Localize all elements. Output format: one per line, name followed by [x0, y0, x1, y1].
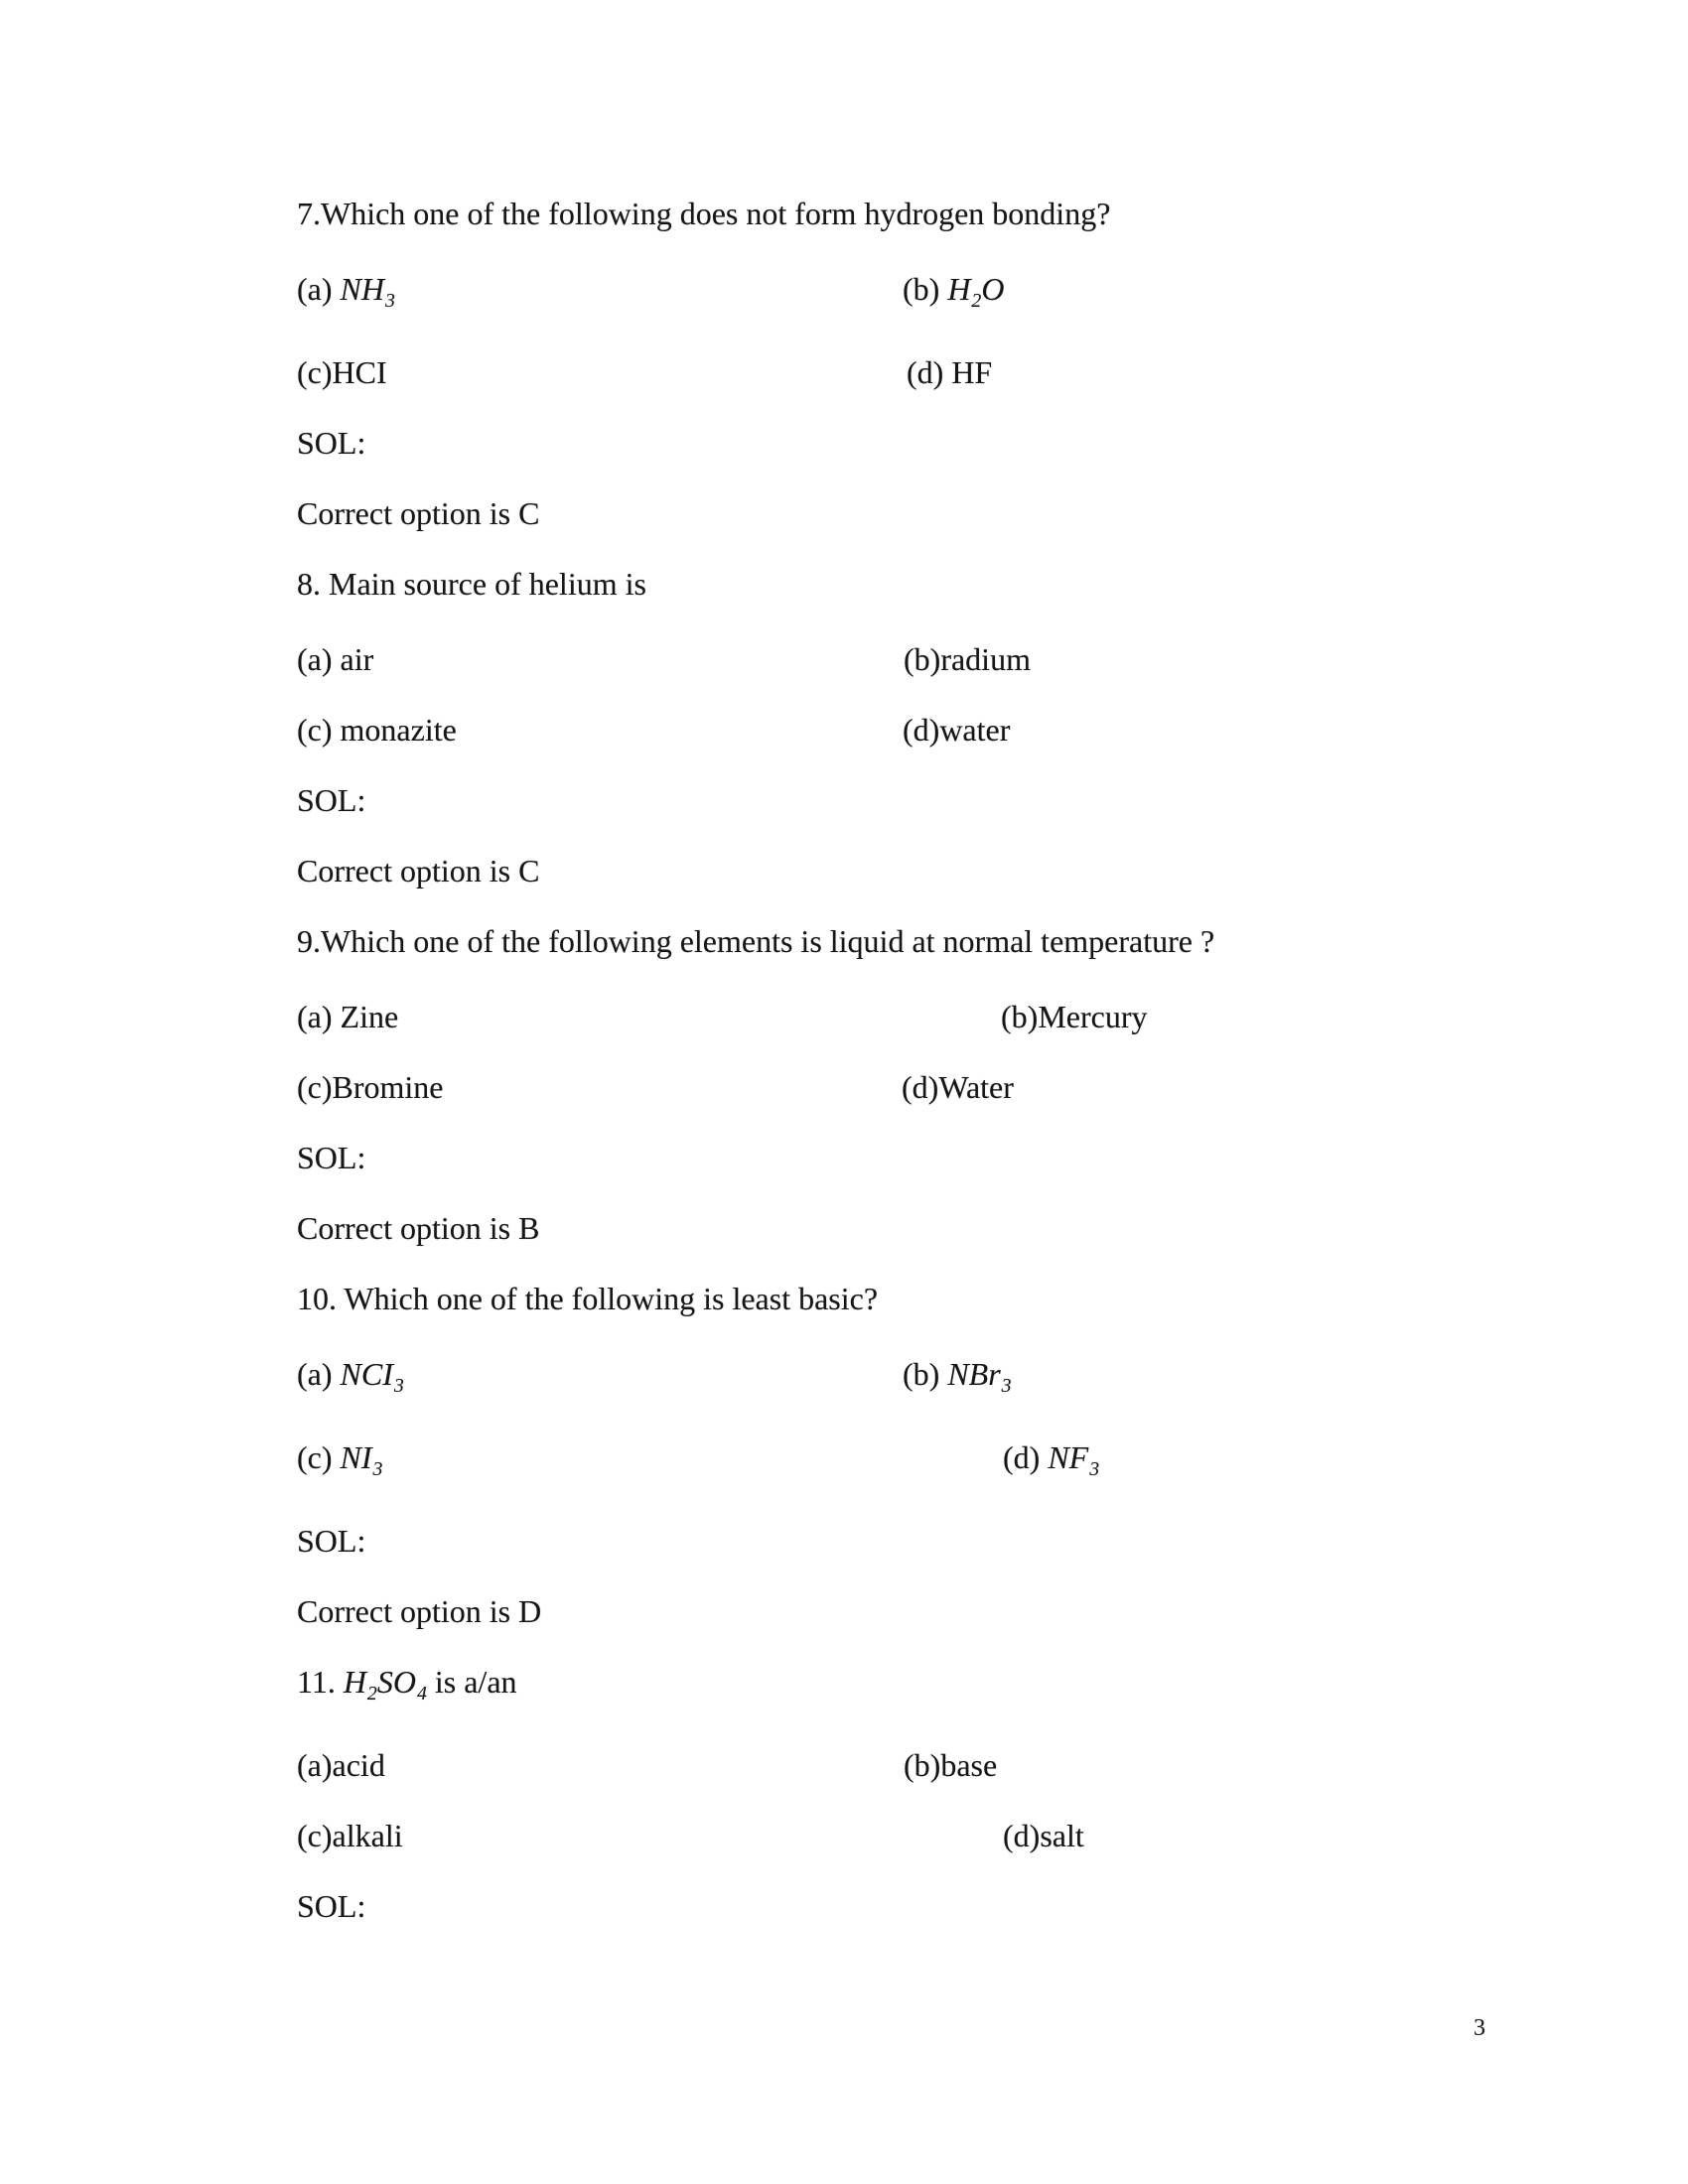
formula-subscript: 2	[971, 289, 982, 312]
option-d	[1003, 1817, 1084, 1854]
text-segment: (b)radium	[904, 641, 1031, 677]
question-11	[297, 1663, 1569, 1925]
formula-text: NI	[340, 1439, 372, 1475]
option-row	[297, 270, 1569, 312]
option-b	[903, 270, 1004, 313]
question-10	[297, 1280, 1569, 1630]
option-row	[297, 1817, 1569, 1854]
text-segment: (a) air	[297, 641, 374, 677]
formula-text: SO	[376, 1664, 416, 1700]
page-number: 3	[1474, 2015, 1485, 2041]
option-row	[297, 711, 1569, 749]
option-d	[902, 1068, 1014, 1106]
option-c	[297, 354, 387, 390]
text-segment: (c)HCI	[297, 354, 387, 390]
option-row	[297, 640, 1569, 678]
sol-label: SOL:	[297, 1523, 366, 1559]
text-segment: (d)	[1003, 1439, 1049, 1475]
option-a	[297, 999, 398, 1034]
answer-text: Correct option is C	[297, 853, 540, 888]
option-c	[297, 1818, 403, 1853]
sol-label: SOL:	[297, 1140, 366, 1175]
formula-subscript: 3	[1001, 1374, 1012, 1397]
text-segment: (b)Mercury	[1001, 999, 1148, 1034]
option-d	[907, 353, 992, 391]
text-segment: (a)acid	[297, 1747, 385, 1783]
answer-text: Correct option is D	[297, 1593, 542, 1629]
option-row	[297, 1068, 1569, 1106]
text-segment: (c)	[297, 1439, 341, 1475]
text-segment: (d) HF	[907, 354, 993, 390]
text-segment: (a) Zine	[297, 999, 399, 1034]
text-segment: (d)water	[903, 712, 1011, 748]
formula-subscript: 3	[372, 1457, 383, 1480]
option-d	[1003, 1438, 1099, 1481]
option-row	[297, 1355, 1569, 1397]
option-d	[903, 711, 1010, 749]
question-title	[297, 922, 1569, 960]
option-b	[904, 640, 1031, 678]
answer-text: Correct option is B	[297, 1210, 540, 1246]
formula-text: O	[981, 271, 1005, 307]
text-segment: 7.Which one of the following does not form hydrogen bonding?	[297, 196, 1111, 231]
formula-subscript: 3	[393, 1374, 404, 1397]
text-segment: (b)base	[904, 1747, 998, 1783]
text-segment: (d)Water	[902, 1069, 1014, 1105]
formula-subscript: 4	[416, 1682, 427, 1705]
text-segment: (c)alkali	[297, 1818, 403, 1853]
sol-label: SOL:	[297, 1888, 366, 1924]
sol-label: SOL:	[297, 425, 366, 461]
question-9	[297, 922, 1569, 1247]
option-row	[297, 998, 1569, 1035]
option-row	[297, 1438, 1569, 1480]
question-title	[297, 195, 1569, 232]
answer-text: Correct option is C	[297, 495, 540, 531]
formula-text: NF	[1048, 1439, 1089, 1475]
text-segment: (a)	[297, 1356, 341, 1392]
question-title	[297, 1663, 1569, 1705]
questions-area	[297, 195, 1569, 1958]
option-b	[904, 1746, 997, 1784]
option-a	[297, 641, 373, 677]
option-b	[903, 1355, 1012, 1398]
text-segment: is a/an	[426, 1664, 517, 1700]
formula-subscript: 3	[384, 289, 395, 312]
text-segment: (b)	[903, 1356, 948, 1392]
text-segment: (c)Bromine	[297, 1069, 444, 1105]
text-segment: (b)	[903, 271, 948, 307]
option-row	[297, 353, 1569, 391]
formula-text: NCI	[340, 1356, 393, 1392]
formula-subscript: 3	[1089, 1457, 1100, 1480]
question-title	[297, 565, 1569, 603]
option-c	[297, 712, 457, 748]
text-segment: 11.	[297, 1664, 344, 1700]
text-segment: (c) monazite	[297, 712, 457, 748]
option-c	[297, 1069, 444, 1105]
formula-text: NBr	[947, 1356, 1001, 1392]
question-7	[297, 195, 1569, 532]
option-a	[297, 1356, 404, 1397]
option-a	[297, 1747, 385, 1783]
text-segment: 8. Main source of helium is	[297, 566, 646, 602]
option-a	[297, 271, 395, 312]
text-segment: 10. Which one of the following is least basic?	[297, 1281, 879, 1316]
formula-text: H	[947, 271, 971, 307]
question-title	[297, 1280, 1569, 1317]
option-c	[297, 1439, 383, 1480]
text-segment: (d)salt	[1003, 1818, 1084, 1853]
option-b	[1001, 998, 1147, 1035]
question-8	[297, 565, 1569, 889]
sol-label: SOL:	[297, 782, 366, 818]
formula-text: H	[343, 1664, 366, 1700]
text-segment: (a)	[297, 271, 341, 307]
formula-subscript: 2	[366, 1682, 377, 1705]
text-segment: 9.Which one of the following elements is liquid at normal temperature ?	[297, 923, 1215, 959]
option-row	[297, 1746, 1569, 1784]
formula-text: NH	[340, 271, 384, 307]
